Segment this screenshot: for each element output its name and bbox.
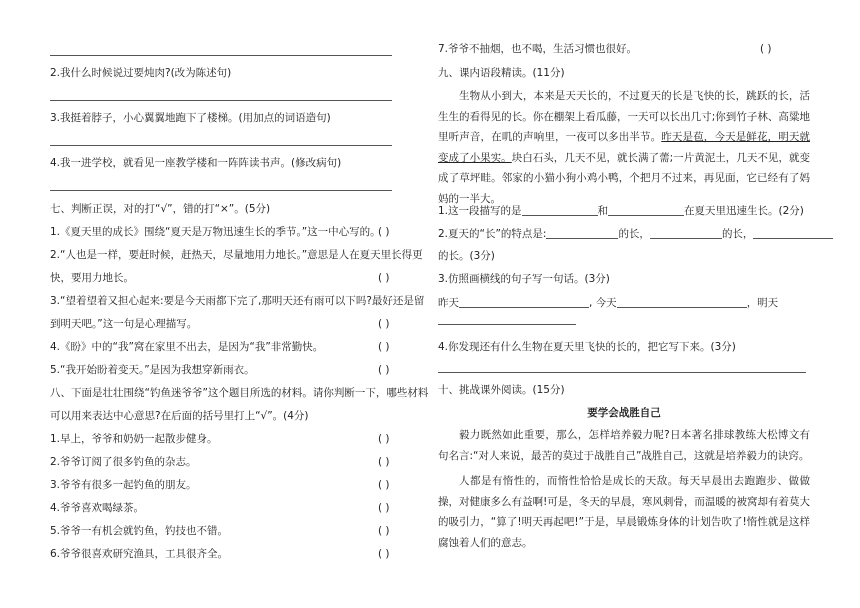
reading-question-3: 3.仿照画横线的句子写一句话。(3分): [438, 273, 610, 285]
q2-text: 2.夏天的“长”的特点是:: [438, 228, 547, 240]
section-10-title: 十、挑战课外阅读。(15分): [438, 384, 565, 396]
material-item-1: 1.早上，爷爷和奶奶一起散步健身。: [50, 433, 218, 445]
passage-text: 生物从小到大，本来是天天长的，不过夏天的长是飞快的长，跳跃的长，活生生的看得见的长。你在棚架上看瓜藤，一天可以长出几寸;你到竹子林、高粱地里听声音，在叽的声响里，一夜可以多出半节。: [438, 90, 810, 144]
answer-line[interactable]: [50, 55, 392, 56]
answer-parens[interactable]: ( ): [378, 479, 390, 491]
answer-parens[interactable]: ( ): [760, 43, 772, 55]
answer-parens[interactable]: ( ): [378, 226, 390, 238]
answer-blank[interactable]: [650, 226, 722, 239]
section-8-title: 八、下面是壮壮围绕“钓鱼迷爷爷”这个题目所选的材料。请你判断一下，哪些材料: [50, 387, 429, 399]
q1-text: 1.这一段描写的是: [438, 205, 522, 217]
reading-question-2-cont: 的长。(3分): [438, 250, 495, 262]
answer-parens[interactable]: ( ): [378, 502, 390, 514]
answer-parens[interactable]: ( ): [378, 456, 390, 468]
passage-text-cont: 块白石头，几天不见，就长满了薷;一片黄泥土，几天不见，就变成了草坪畦。邻家的小猫小狗小鸡小鸭，个把月不过来，再见面，它已经有了妈妈的一半大。: [438, 151, 811, 205]
answer-parens[interactable]: ( ): [378, 364, 390, 376]
q2-text: 的长，: [721, 228, 754, 240]
question-4: 4.我一进学校，就看见一座教学楼和一阵阵读书声。(修改病句): [50, 157, 342, 169]
judge-item-2-cont: 快，要用力地长。: [50, 272, 134, 284]
article-paragraph-1: 毅力既然如此重要，那么，怎样培养毅力呢?日本著名排球教练大松博文有句名言:“对人来说，最苦的莫过于战胜自己”战胜自己，这就是培养毅力的诀窍。: [438, 429, 810, 462]
judge-item-4: 4.《盼》中的“我”窝在家里不出去，是因为“我”非常勤快。: [50, 341, 324, 353]
judge-item-3: 3.“望着望着又担心起来:要是今天雨都下完了,那明天还有雨可以下吗?最好还是留: [50, 295, 425, 307]
article-paragraph-2: 人都是有惰性的，而惰性恰恰是成长的天敌。每天早晨出去跑跑步、做做操，对健康多么有益啊!可是，冬天的早晨，寒风刺骨，而温暖的被窝却有着莫大的吸引力，“算了!明天再起吧!”于是，早晨锻炼身体的计划告吹了!惰性就是这样腐蚀着人们的意志。: [438, 475, 810, 549]
answer-parens[interactable]: ( ): [378, 548, 390, 560]
material-item-7: 7.爷爷不抽烟，也不喝，生活习惯也很好。: [438, 43, 638, 55]
material-item-5: 5.爷爷一有机会就钓鱼，钓技也不错。: [50, 525, 229, 537]
section-8-title-cont: 可以用来表达中心意思?在后面的括号里打上“√”。(4分): [50, 410, 309, 422]
answer-parens[interactable]: ( ): [378, 525, 390, 537]
answer-line[interactable]: [438, 324, 576, 325]
answer-blank[interactable]: [546, 226, 618, 239]
q3-text: , 今天: [589, 297, 617, 309]
answer-line[interactable]: [438, 372, 806, 373]
answer-line[interactable]: [50, 145, 392, 146]
answer-line[interactable]: [50, 100, 392, 101]
answer-parens[interactable]: ( ): [378, 272, 390, 284]
answer-blank[interactable]: [753, 226, 833, 239]
reading-passage: [438, 86, 810, 210]
question-3: 3.我挺着脖子，小心翼翼地跑下了楼梯。(用加点的词语造句): [50, 112, 331, 124]
material-item-3: 3.爷爷有很多一起钓鱼的朋友。: [50, 479, 197, 491]
answer-parens[interactable]: ( ): [378, 433, 390, 445]
answer-blank[interactable]: [459, 295, 589, 308]
q3-text: ，明天: [746, 297, 779, 309]
reading-question-4: 4.你发现还有什么生物在夏天里飞快的长的，把它写下来。(3分): [438, 341, 736, 353]
material-item-4: 4.爷爷喜欢喝绿茶。: [50, 502, 145, 514]
answer-blank[interactable]: [617, 295, 747, 308]
q1-text: 在夏天里迅速生长。(2分): [684, 205, 804, 217]
answer-parens[interactable]: ( ): [378, 341, 390, 353]
answer-blank[interactable]: [522, 203, 598, 216]
article-title: 要学会战胜自己: [587, 407, 661, 419]
underlined-sentence: 昨天是苞，今天是鲜花，明天就变成了小果实。: [438, 131, 811, 164]
judge-item-5: 5.“我开始盼着变天。”是因为我想穿新雨衣。: [50, 364, 255, 376]
reading-question-2: [438, 226, 833, 241]
material-item-6: 6.爷爷很喜欢研究渔具，工具很齐全。: [50, 548, 229, 560]
section-7-title: 七、判断正误，对的打“√”，错的打“×”。(5分): [50, 203, 271, 215]
material-item-2: 2.爷爷订阅了很多钓鱼的杂志。: [50, 456, 197, 468]
answer-parens[interactable]: ( ): [378, 318, 390, 330]
answer-blank[interactable]: [608, 203, 684, 216]
reading-question-1: [438, 203, 804, 218]
judge-item-1: 1.《夏天里的成长》围绕“夏天是万物迅速生长的季节。”这一中心写的。: [50, 226, 381, 238]
q1-text: 和: [597, 205, 609, 217]
q3-text: 昨天: [438, 297, 459, 309]
q2-text: 的长，: [618, 228, 650, 240]
judge-item-2: 2.“人也是一样，要赶时候，赶热天，尽量地用力地长。”意思是人在夏天里长得更: [50, 249, 423, 261]
imitation-line: [438, 295, 778, 310]
judge-item-3-cont: 到明天吧。”这一句是心理描写。: [50, 318, 198, 330]
question-2: 2.我什么时候说过要炖肉?(改为陈述句): [50, 67, 232, 79]
answer-line[interactable]: [50, 190, 392, 191]
section-9-title: 九、课内语段精读。(11分): [438, 67, 565, 79]
